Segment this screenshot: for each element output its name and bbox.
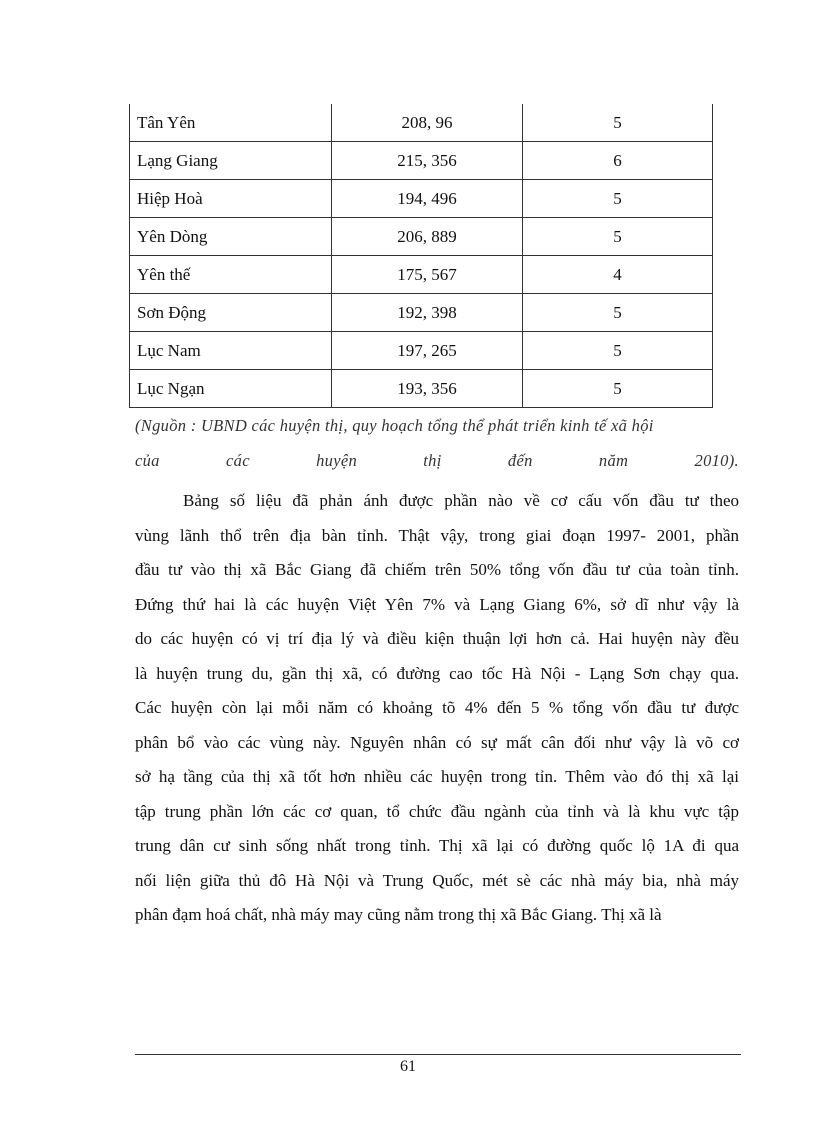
paragraph-line: phân bổ vào các vùng này. Nguyên nhân có sự mất cân đối như vậy là võ cơ	[135, 732, 739, 752]
paragraph-line: vùng lãnh thổ trên địa bàn tỉnh. Thật vậy, trong giai đoạn 1997- 2001, phần	[135, 525, 739, 545]
value-cell: 215, 356	[332, 142, 523, 180]
table-row	[130, 218, 713, 256]
district-cell: Yên Dòng	[130, 218, 332, 256]
value-cell: 197, 265	[332, 332, 523, 370]
percent-cell: 5	[523, 218, 713, 256]
source-note-line-2	[135, 451, 739, 471]
value-cell: 192, 398	[332, 294, 523, 332]
value-cell: 206, 889	[332, 218, 523, 256]
paragraph-line: Các huyện còn lại mỗi năm có khoảng tõ 4% đến 5 % tổng vốn đầu tư được	[135, 698, 739, 717]
district-cell: Lục Nam	[130, 332, 332, 370]
percent-cell: 4	[523, 256, 713, 294]
source-word: 2010).	[694, 451, 739, 470]
paragraph-line: là huyện trung du, gần thị xã, có đường cao tốc Hà Nội - Lạng Sơn chạy qua.	[135, 663, 739, 683]
paragraph-line: nối liện giữa thủ đô Hà Nội và Trung Quốc, mét sè các nhà máy bia, nhà máy	[135, 870, 739, 890]
district-cell: Tân Yên	[130, 104, 332, 142]
table-row	[130, 180, 713, 218]
paragraph-line: Đứng thứ hai là các huyện Việt Yên 7% và Lạng Giang 6%, sở dĩ như vậy là	[135, 594, 739, 614]
district-cell: Sơn Động	[130, 294, 332, 332]
percent-cell: 5	[523, 294, 713, 332]
table-row	[130, 256, 713, 294]
district-cell: Lục Ngạn	[130, 370, 332, 408]
paragraph-line: tập trung phần lớn các cơ quan, tổ chức đầu ngành của tỉnh và là khu vực tập	[135, 801, 739, 821]
paragraph-line: trung dân cư sinh sống nhất trong tỉnh. Thị xã lại có đường quốc lộ 1A đi qua	[135, 836, 739, 855]
percent-cell: 5	[523, 332, 713, 370]
percent-cell: 5	[523, 370, 713, 408]
table-row	[130, 142, 713, 180]
paragraph-line: sở hạ tầng của thị xã tốt hơn nhiều các huyện trong tỉn. Thêm vào đó thị xã lại	[135, 767, 739, 786]
table-row	[130, 332, 713, 370]
paragraph-line: đầu tư vào thị xã Bắc Giang đã chiếm trên 50% tổng vốn đầu tư của toàn tỉnh.	[135, 560, 739, 579]
paragraph-line: phân đạm hoá chất, nhà máy may cũng nằm trong thị xã Bắc Giang. Thị xã là	[135, 905, 662, 924]
table-row	[130, 294, 713, 332]
percent-cell: 6	[523, 142, 713, 180]
value-cell: 194, 496	[332, 180, 523, 218]
district-cell: Lạng Giang	[130, 142, 332, 180]
source-word: đến	[507, 451, 533, 470]
source-word: thị	[423, 451, 442, 470]
investment-table	[129, 104, 713, 408]
value-cell: 175, 567	[332, 256, 523, 294]
source-word: các	[226, 451, 250, 470]
value-cell: 193, 356	[332, 370, 523, 408]
percent-cell: 5	[523, 180, 713, 218]
paragraph-line: Bảng số liệu đã phản ánh được phần nào về cơ cấu vốn đầu tư theo	[183, 491, 739, 510]
source-note-line-1: (Nguồn : UBND các huyện thị, quy hoạch tổng thể phát triển kinh tế xã hội	[135, 416, 654, 435]
district-cell: Yên thế	[130, 256, 332, 294]
table-row	[130, 370, 713, 408]
body-paragraph	[135, 484, 739, 933]
percent-cell: 5	[523, 104, 713, 142]
district-cell: Hiệp Hoà	[130, 180, 332, 218]
footer-divider	[135, 1054, 741, 1055]
paragraph-line: do các huyện có vị trí địa lý và điều kiện thuận lợi hơn cả. Hai huyện này đều	[135, 629, 739, 648]
value-cell: 208, 96	[332, 104, 523, 142]
source-word: của	[135, 451, 160, 470]
table-row	[130, 104, 713, 142]
page-number: 61	[400, 1058, 416, 1075]
source-word: huyện	[316, 451, 358, 470]
source-word: năm	[598, 451, 629, 470]
